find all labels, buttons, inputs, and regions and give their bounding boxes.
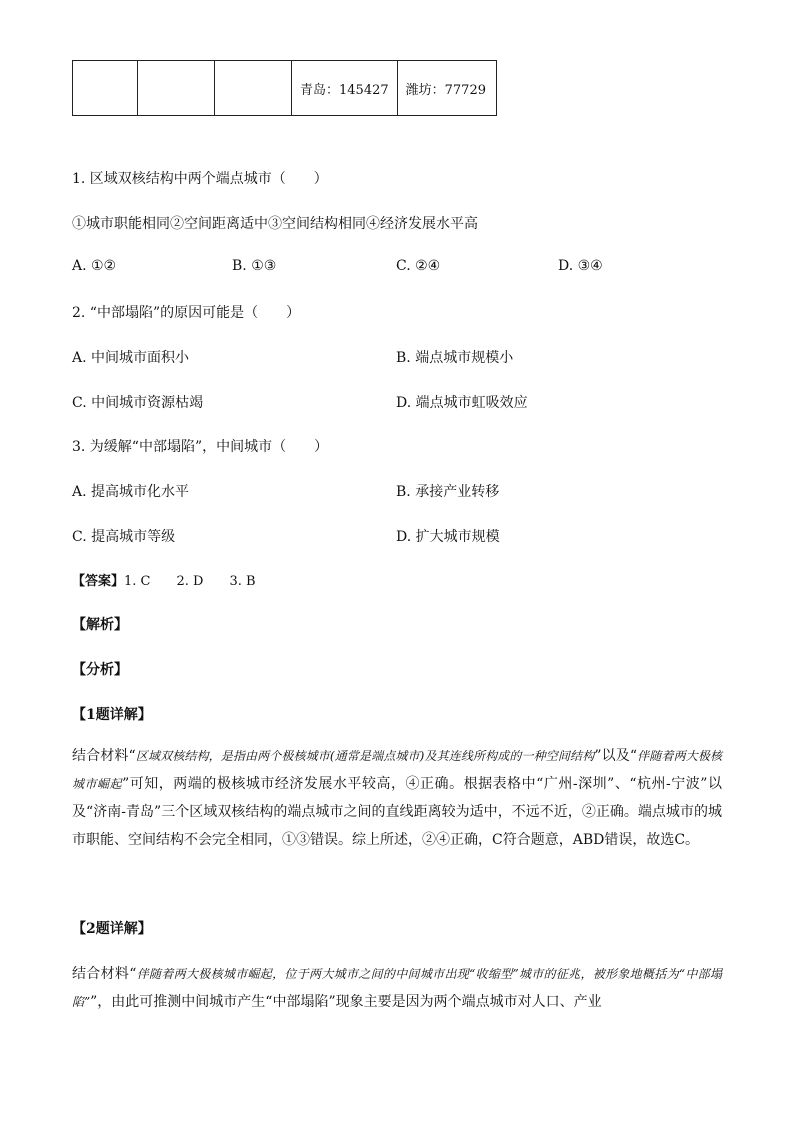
table-cell-qingdao: 青岛：145427 <box>292 61 398 116</box>
table-cell <box>215 61 292 116</box>
answer-line <box>72 570 256 589</box>
question-2-stem: 2. “中部塌陷”的原因可能是（ ） <box>72 305 301 321</box>
q3-option-c: C. 提高城市等级 <box>72 529 176 545</box>
quoted-material: 伴随着两大极核城市崛起 <box>72 749 722 791</box>
detail-1-paragraph <box>72 742 722 854</box>
question-1-stem: 1. 区域双核结构中两个端点城市（ ） <box>72 171 328 187</box>
detail-2-label: 【2题详解】 <box>72 921 152 937</box>
detail-1-label: 【1题详解】 <box>72 707 152 723</box>
table-cell <box>138 61 215 116</box>
q3-option-d: D. 扩大城市规模 <box>396 529 500 545</box>
detail-2-paragraph <box>72 960 722 1016</box>
answer-item-1: 1. C <box>124 574 151 589</box>
question-3-stem: 3. 为缓解“中部塌陷”，中间城市（ ） <box>72 439 329 455</box>
q3-option-b: B. 承接产业转移 <box>396 484 500 500</box>
answer-label: 【答案】 <box>72 574 125 589</box>
q1-option-c: C. ②④ <box>396 258 441 274</box>
q3-option-a: A. 提高城市化水平 <box>72 484 190 500</box>
analysis-label: 【解析】 <box>72 617 128 633</box>
text-run: 结合材料“ <box>72 748 136 764</box>
question-1-statement: ①城市职能相同②空间距离适中③空间结构相同④经济发展水平高 <box>72 216 478 232</box>
text-run: ”以及“ <box>594 748 638 764</box>
q2-option-b: B. 端点城市规模小 <box>396 350 514 366</box>
q2-option-d: D. 端点城市虹吸效应 <box>396 395 528 411</box>
table-cell <box>73 61 138 116</box>
text-run: 结合材料“ <box>72 966 137 982</box>
q1-option-b: B. ①③ <box>232 258 277 274</box>
text-run: ”，由此可推测中间城市产生“中部塌陷”现象主要是因为两个端点城市对人口、产业 <box>90 994 602 1010</box>
fenxi-label: 【分析】 <box>72 662 128 678</box>
q1-option-a: A. ①② <box>72 258 117 274</box>
city-population-table <box>72 60 497 116</box>
text-run: ”可知，两端的极核城市经济发展水平较高，④正确。根据表格中“广州-深圳”、“杭州-宁波”以及“济南-青岛”三个区域双核结构的端点城市之间的直线距离较为适中，不远不近，②正确。端点城市的城市职能、空间结构不会完全相同，①③错误。综上所述，②④正确，C符合题意，ABD错误，故选C。 <box>72 776 722 848</box>
answer-item-3: 3. B <box>229 574 256 589</box>
table-cell-weifang: 潍坊：77729 <box>397 61 496 116</box>
quoted-material: 伴随着两大极核城市崛起，位于两大城市之间的中间城市出现“收缩型”城市的征兆，被形象地概括为“中部塌陷” <box>72 967 722 1009</box>
quoted-material: 区域双核结构，是指由两个极核城市(通常是端点城市)及其连线所构成的一种空间结构 <box>135 749 595 763</box>
q2-option-c: C. 中间城市资源枯竭 <box>72 395 204 411</box>
q2-option-a: A. 中间城市面积小 <box>72 350 190 366</box>
answer-item-2: 2. D <box>176 574 204 589</box>
table-row <box>73 61 497 116</box>
q1-option-d: D. ③④ <box>558 258 603 274</box>
